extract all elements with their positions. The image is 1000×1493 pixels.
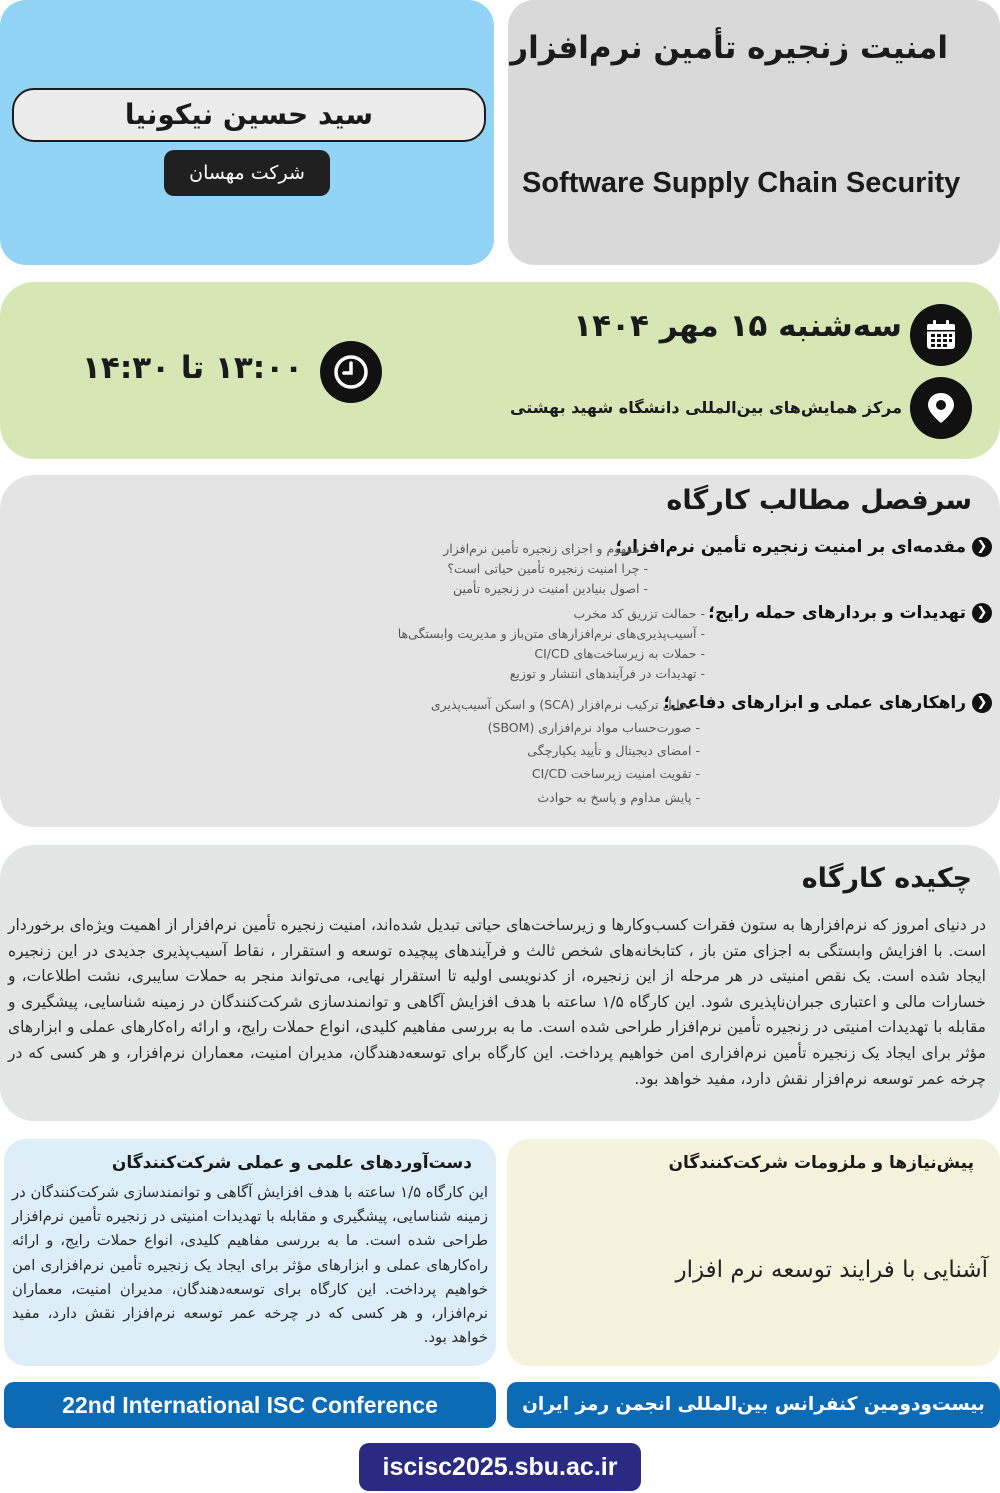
outline-subitem: - حملات به زیرساخت‌های CI/CD (534, 646, 705, 661)
event-date: سه‌شنبه ۱۵ مهر ۱۴۰۴ (573, 308, 902, 344)
outline-subitem: - صورت‌حساب مواد نرم‌افزاری (SBOM) (487, 720, 700, 735)
outline-subitem: - حمالت تزریق کد مخرب (573, 606, 705, 621)
outline-topic-title: راهکارهای عملی و ابزارهای دفاعی؛ (663, 693, 966, 713)
outline-topic (663, 693, 992, 713)
chevron-left-icon: ❮ (972, 693, 992, 713)
chevron-left-icon: ❮ (972, 603, 992, 623)
conference-name-fa: بیست‌ودومین کنفرانس بین‌المللی انجمن رمز ایران (507, 1382, 1000, 1428)
event-venue: مرکز همایش‌های بین‌المللی دانشگاه شهید بهشتی (510, 398, 902, 417)
abstract-body: در دنیای امروز که نرم‌افزارها به ستون فقرات کسب‌وکارها و زیرساخت‌های حیاتی تبدیل شده‌اند، امنیت زنجیره تأمین نرم‌افزار از اهمیت ویژه‌ای برخوردار است. با افزایش وابستگی به اجزای متن باز ، کتابخانه‌های شخص ثالث و فرآیندهای پیچیده توسعه و استقرار ، نقاط آسیب‌پذیری جدیدی در این زنجیره ایجاد شده است. یک نقص امنیتی در هر مرحله از این زنجیره، از کدنویسی اولیه تا استقرار نهایی، می‌تواند منجر به حملات سایبری، نشت اطلاعات، و خسارات مالی و اعتباری جبران‌ناپذیری شود. این کارگاه ۱/۵ ساعته با هدف افزایش آگاهی و توانمندسازی شرکت‌کنندگان در زمینه شناسایی، پیشگیری و مقابله با تهدیدات امنیتی در زنجیره تأمین نرم‌افزار طراحی شده است. ما به بررسی مفاهیم کلیدی، انواع حملات رایج، و ارائه راه‌کارهای عملی و ابزارهای مؤثر برای ایجاد یک زنجیره تأمین نرم‌افزاری امن خواهیم پرداخت. این کارگاه برای توسعه‌دهندگان، مدیران امنیت، معماران نرم‌افزار، و هر کسی که در چرخه عمر توسعه نرم‌افزار نقش دارد، مفید خواهد بود. (8, 916, 986, 1088)
location-pin-icon (910, 377, 972, 439)
achievements-body: این کارگاه ۱/۵ ساعته با هدف افزایش آگاهی و توانمندسازی شرکت‌کنندگان در زمینه شناسایی، پیشگیری و مقابله با تهدیدات امنیتی در زنجیره تأمین نرم‌افزار طراحی شده است. ما به بررسی مفاهیم کلیدی، انواع حملات رایج، و ارائه راه‌کارهای عملی و ابزارهای مؤثر برای ایجاد یک زنجیره تأمین نرم‌افزاری امن خواهیم پرداخت. این کارگاه برای توسعه‌دهندگان، مدیران امنیت، معماران نرم‌افزار، و هر کسی که در چرخه عمر توسعه نرم‌افزار نقش دارد، مفید خواهد بود. (12, 1184, 489, 1347)
achievements-panel (4, 1139, 496, 1366)
outline-subitem: - تحلیل ترکیب نرم‌افزار (SCA) و اسکن آسیب‌پذیری (430, 697, 700, 712)
event-time: ۱۳:۰۰ تا ۱۴:۳۰ (82, 350, 304, 386)
prerequisites-panel (507, 1139, 1000, 1366)
workshop-title-fa: امنیت زنجیره تأمین نرم‌افزار (510, 30, 948, 66)
schedule-panel (0, 282, 1000, 459)
conference-name-en: 22nd International ISC Conference (4, 1382, 496, 1428)
workshop-title-panel (508, 0, 1000, 265)
outline-topic-title: مقدمه‌ای بر امنیت زنجیره تأمین نرم‌افزار؛ (615, 537, 966, 557)
chevron-left-icon: ❮ (972, 537, 992, 557)
outline-subitem: - چرا امنیت زنجیره تأمین حیاتی است؟ (447, 561, 648, 576)
prerequisites-title: پیش‌نیازها و ملزومات شرکت‌کنندگان (668, 1153, 974, 1173)
outline-subitem: - امضای دیجیتال و تأیید یکپارچگی (527, 743, 700, 758)
outline-panel (0, 475, 1000, 827)
outline-subitem: - مفهوم و اجزای زنجیره تأمین نرم‌افزار (443, 541, 648, 556)
workshop-title-en: Software Supply Chain Security (522, 167, 961, 199)
outline-subitem: - اصول بنیادین امنیت در زنجیره تأمین (452, 581, 648, 596)
outline-topic (616, 537, 992, 557)
outline-title: سرفصل مطالب کارگاه (666, 485, 972, 516)
speaker-panel (0, 0, 494, 265)
outline-topic-title: تهدیدات و بردارهای حمله رایج؛ (708, 603, 966, 623)
outline-subitem: - پایش مداوم و پاسخ به حوادث (537, 790, 700, 805)
abstract-panel (0, 845, 1000, 1121)
outline-subitem: - تهدیدات در فرآیندهای انتشار و توزیع (509, 666, 705, 681)
prerequisites-body: آشنایی با فرایند توسعه نرم افزار (675, 1257, 988, 1283)
outline-topic (708, 603, 992, 623)
company-badge: شرکت مهسان (164, 150, 330, 196)
speaker-name: سید حسین نیکونیا (12, 88, 486, 142)
calendar-icon (910, 304, 972, 366)
outline-subitem: - آسیب‌پذیری‌های نرم‌افزارهای متن‌باز و مدیریت وابستگی‌ها (397, 626, 705, 641)
achievements-title: دست‌آوردهای علمی و عملی شرکت‌کنندگان (111, 1153, 472, 1173)
clock-icon (320, 341, 382, 403)
website-link[interactable]: iscisc2025.sbu.ac.ir (359, 1443, 641, 1491)
outline-subitem: - تقویت امنیت زیرساخت CI/CD (531, 766, 700, 781)
abstract-title: چکیده کارگاه (801, 863, 972, 894)
